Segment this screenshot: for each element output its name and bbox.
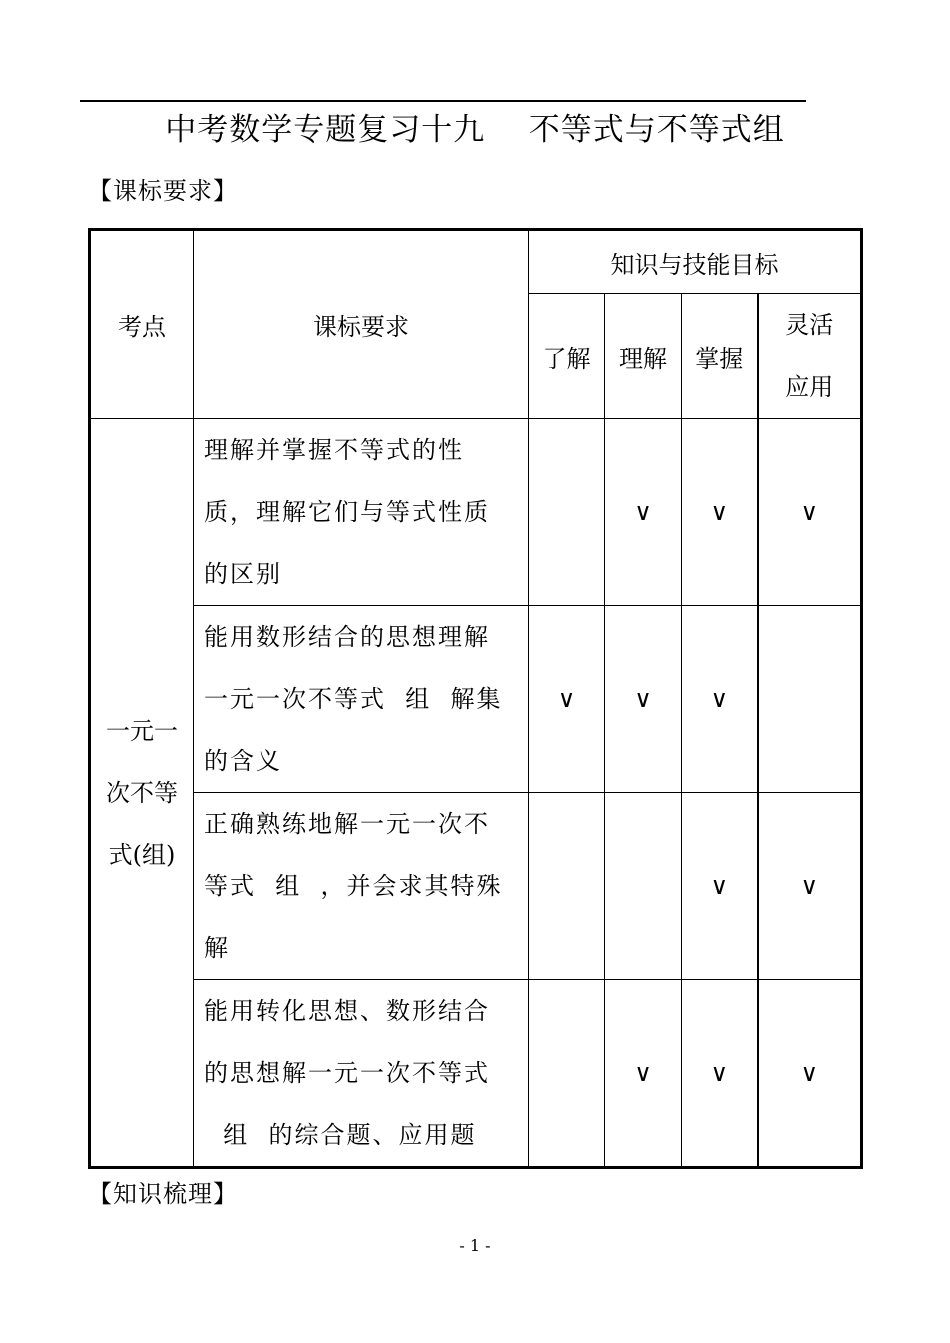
level-comprehend: 理解 (605, 294, 682, 419)
topic-line: 一元一 (106, 716, 178, 745)
topic-cell (90, 419, 194, 1168)
page-number: - 1 - (459, 1236, 491, 1255)
check-cell (758, 793, 862, 980)
check-cell (605, 793, 682, 980)
check-cell (529, 980, 605, 1168)
header-requirement: 课标要求 (194, 230, 529, 419)
check-mark-icon: ∨ (634, 1059, 652, 1087)
requirement-line: 能用转化思想、数形结合 (204, 997, 490, 1025)
level-apply-line1: 灵活 (785, 311, 834, 339)
requirement-line: 质，理解它们与等式性质 (204, 498, 490, 526)
section-heading-knowledge: 【知识梳理】 (88, 1180, 238, 1208)
check-mark-icon: ∨ (800, 498, 819, 526)
check-mark-icon: ∨ (800, 1059, 819, 1087)
check-cell (682, 793, 758, 980)
section-heading-requirements: 【课标要求】 (88, 177, 238, 205)
check-cell (758, 606, 862, 793)
level-understand: 了解 (529, 294, 605, 419)
check-mark-icon: ∨ (634, 685, 652, 713)
check-cell (605, 980, 682, 1168)
check-mark-icon: ∨ (800, 872, 819, 900)
check-cell (605, 419, 682, 606)
requirement-line: 组 的综合题、应用题 (204, 1121, 477, 1149)
table-header-row (90, 230, 862, 294)
check-mark-icon: ∨ (710, 1059, 729, 1087)
check-cell (682, 980, 758, 1168)
header-topic: 考点 (90, 230, 194, 419)
topic-line: 次不等 (106, 778, 178, 807)
check-cell (529, 419, 605, 606)
table-row (90, 419, 862, 606)
level-apply (758, 294, 862, 419)
check-cell (682, 419, 758, 606)
check-mark-icon: ∨ (634, 498, 652, 526)
check-cell (682, 606, 758, 793)
check-mark-icon: ∨ (710, 872, 729, 900)
requirement-line: 解 (204, 934, 230, 962)
check-mark-icon: ∨ (557, 685, 576, 713)
requirement-cell (194, 793, 529, 980)
check-cell (529, 606, 605, 793)
table-row (90, 980, 862, 1168)
requirement-line: 一元一次不等式 组 解集 (204, 685, 503, 713)
check-cell (605, 606, 682, 793)
table-row (90, 793, 862, 980)
requirement-line: 的区别 (204, 560, 282, 588)
requirement-line: 正确熟练地解一元一次不 (204, 810, 490, 838)
requirement-line: 能用数形结合的思想理解 (204, 623, 490, 651)
check-cell (529, 793, 605, 980)
level-master: 掌握 (682, 294, 758, 419)
requirements-table (88, 228, 863, 1169)
requirement-cell (194, 606, 529, 793)
requirement-cell (194, 980, 529, 1168)
requirement-line: 等式 组 ，并会求其特殊 (204, 872, 503, 900)
document-title: 中考数学专题复习十九 不等式与不等式组 (165, 112, 785, 148)
check-mark-icon: ∨ (710, 685, 729, 713)
table-row (90, 606, 862, 793)
topic-line: 式(组) (108, 840, 176, 869)
requirement-cell (194, 419, 529, 606)
check-cell (758, 980, 862, 1168)
check-mark-icon: ∨ (710, 498, 729, 526)
header-goal: 知识与技能目标 (529, 230, 862, 294)
top-rule (80, 100, 806, 102)
requirement-line: 理解并掌握不等式的性 (204, 436, 464, 464)
check-cell (758, 419, 862, 606)
requirement-line: 的含义 (204, 747, 282, 775)
level-apply-line2: 应用 (785, 373, 834, 401)
requirement-line: 的思想解一元一次不等式 (204, 1059, 490, 1087)
